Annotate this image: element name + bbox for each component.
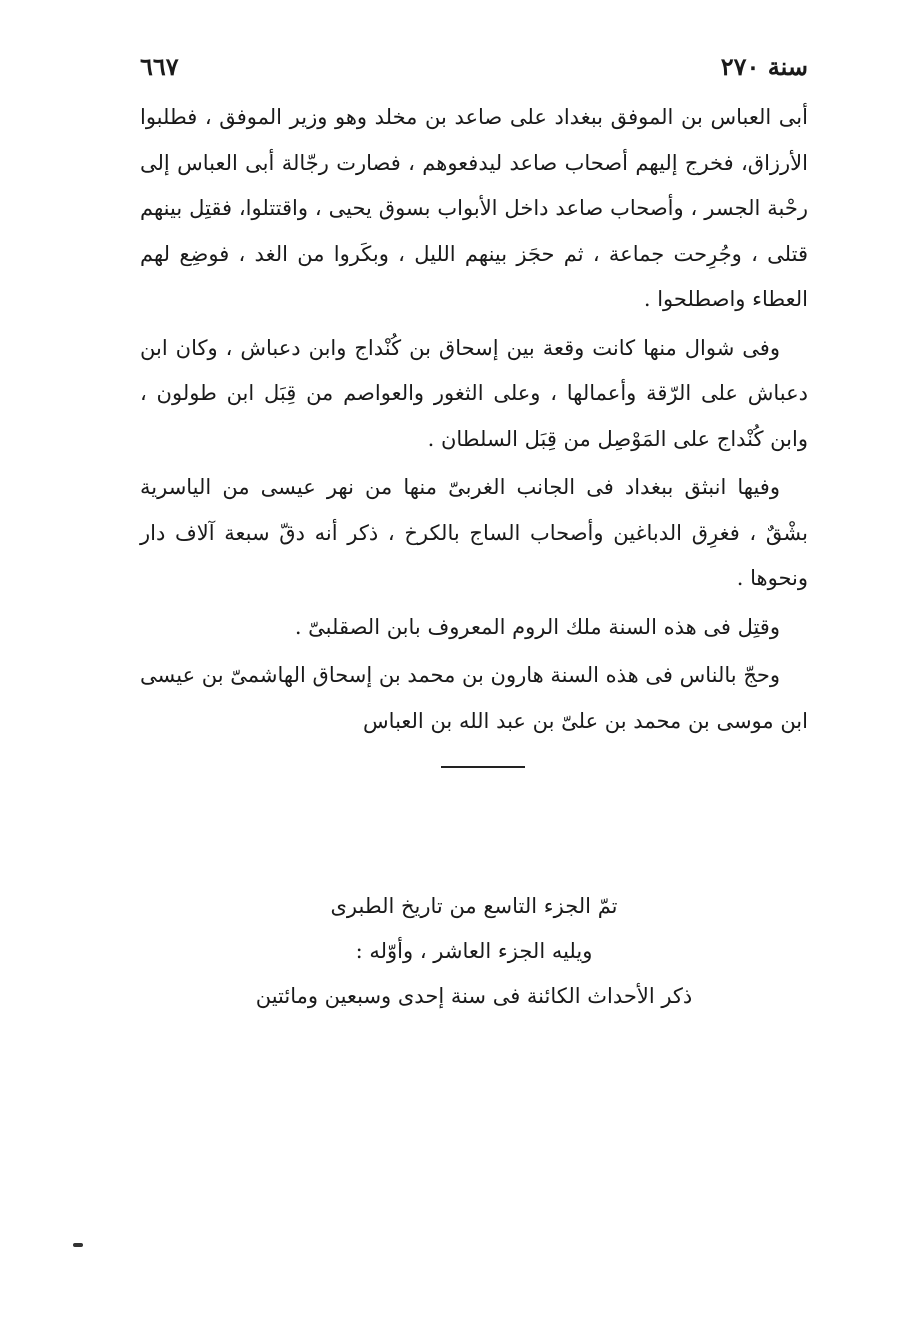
colophon-line-3: ذكر الأحداث الكائنة فى سنة إحدى وسبعين ومائتين <box>255 984 693 1008</box>
page-header <box>140 52 808 92</box>
scan-speck <box>73 1243 83 1247</box>
body-text <box>140 95 808 744</box>
section-divider <box>441 766 525 768</box>
paragraph-3: وفيها انبثق ببغداد فى الجانب الغربىّ منها من نهر عيسى من الياسرية بشْقٌ ، فغرِق الدباغين وأصحاب الساج بالكرخ ، ذكر أنه دقّ سبعة آلاف دار ونحوها . <box>140 475 808 590</box>
colophon-line-2: ويليه الجزء العاشر ، وأوّله : <box>355 939 593 963</box>
paragraph-4: وقتِل فى هذه السنة ملك الروم المعروف بابن الصقلبىّ . <box>294 614 780 639</box>
colophon <box>140 884 808 1019</box>
colophon-line-1: تمّ الجزء التاسع من تاريخ الطبرى <box>330 894 618 918</box>
page-number: ٦٦٧ <box>140 52 179 81</box>
paragraph-1: أبى العباس بن الموفق ببغداد على صاعد بن مخلد وهو وزير الموفق ، فطلبوا الأرزاق، فخرج إليهم أصحاب صاعد ليدفعوهم ، فصارت رجّالة أبى العباس إلى رحْبة الجسر ، وأصحاب صاعد داخل الأبواب بسوق يحيى ، واقتتلوا، فقتِل بينهم قتلى ، وجُرِحت جماعة ، ثم حجَز بينهم الليل ، وبكَروا من الغد ، فوضِع لهم العطاء واصطلحوا . <box>140 105 808 311</box>
paragraph-5: وحجّ بالناس فى هذه السنة هارون بن محمد بن إسحاق الهاشمىّ بن عيسى ابن موسى بن محمد بن علىّ بن عبد الله بن العباس <box>140 663 808 733</box>
running-head: سنة ٢٧٠ <box>720 52 808 81</box>
paragraph-2: وفى شوال منها كانت وقعة بين إسحاق بن كُنْداج وابن دعباش ، وكان ابن دعباش على الرّقة وأعمالها ، وعلى الثغور والعواصم من قِبَل ابن طولون ، وابن كُنْداج على المَوْصِل من قِبَل السلطان . <box>140 335 808 451</box>
